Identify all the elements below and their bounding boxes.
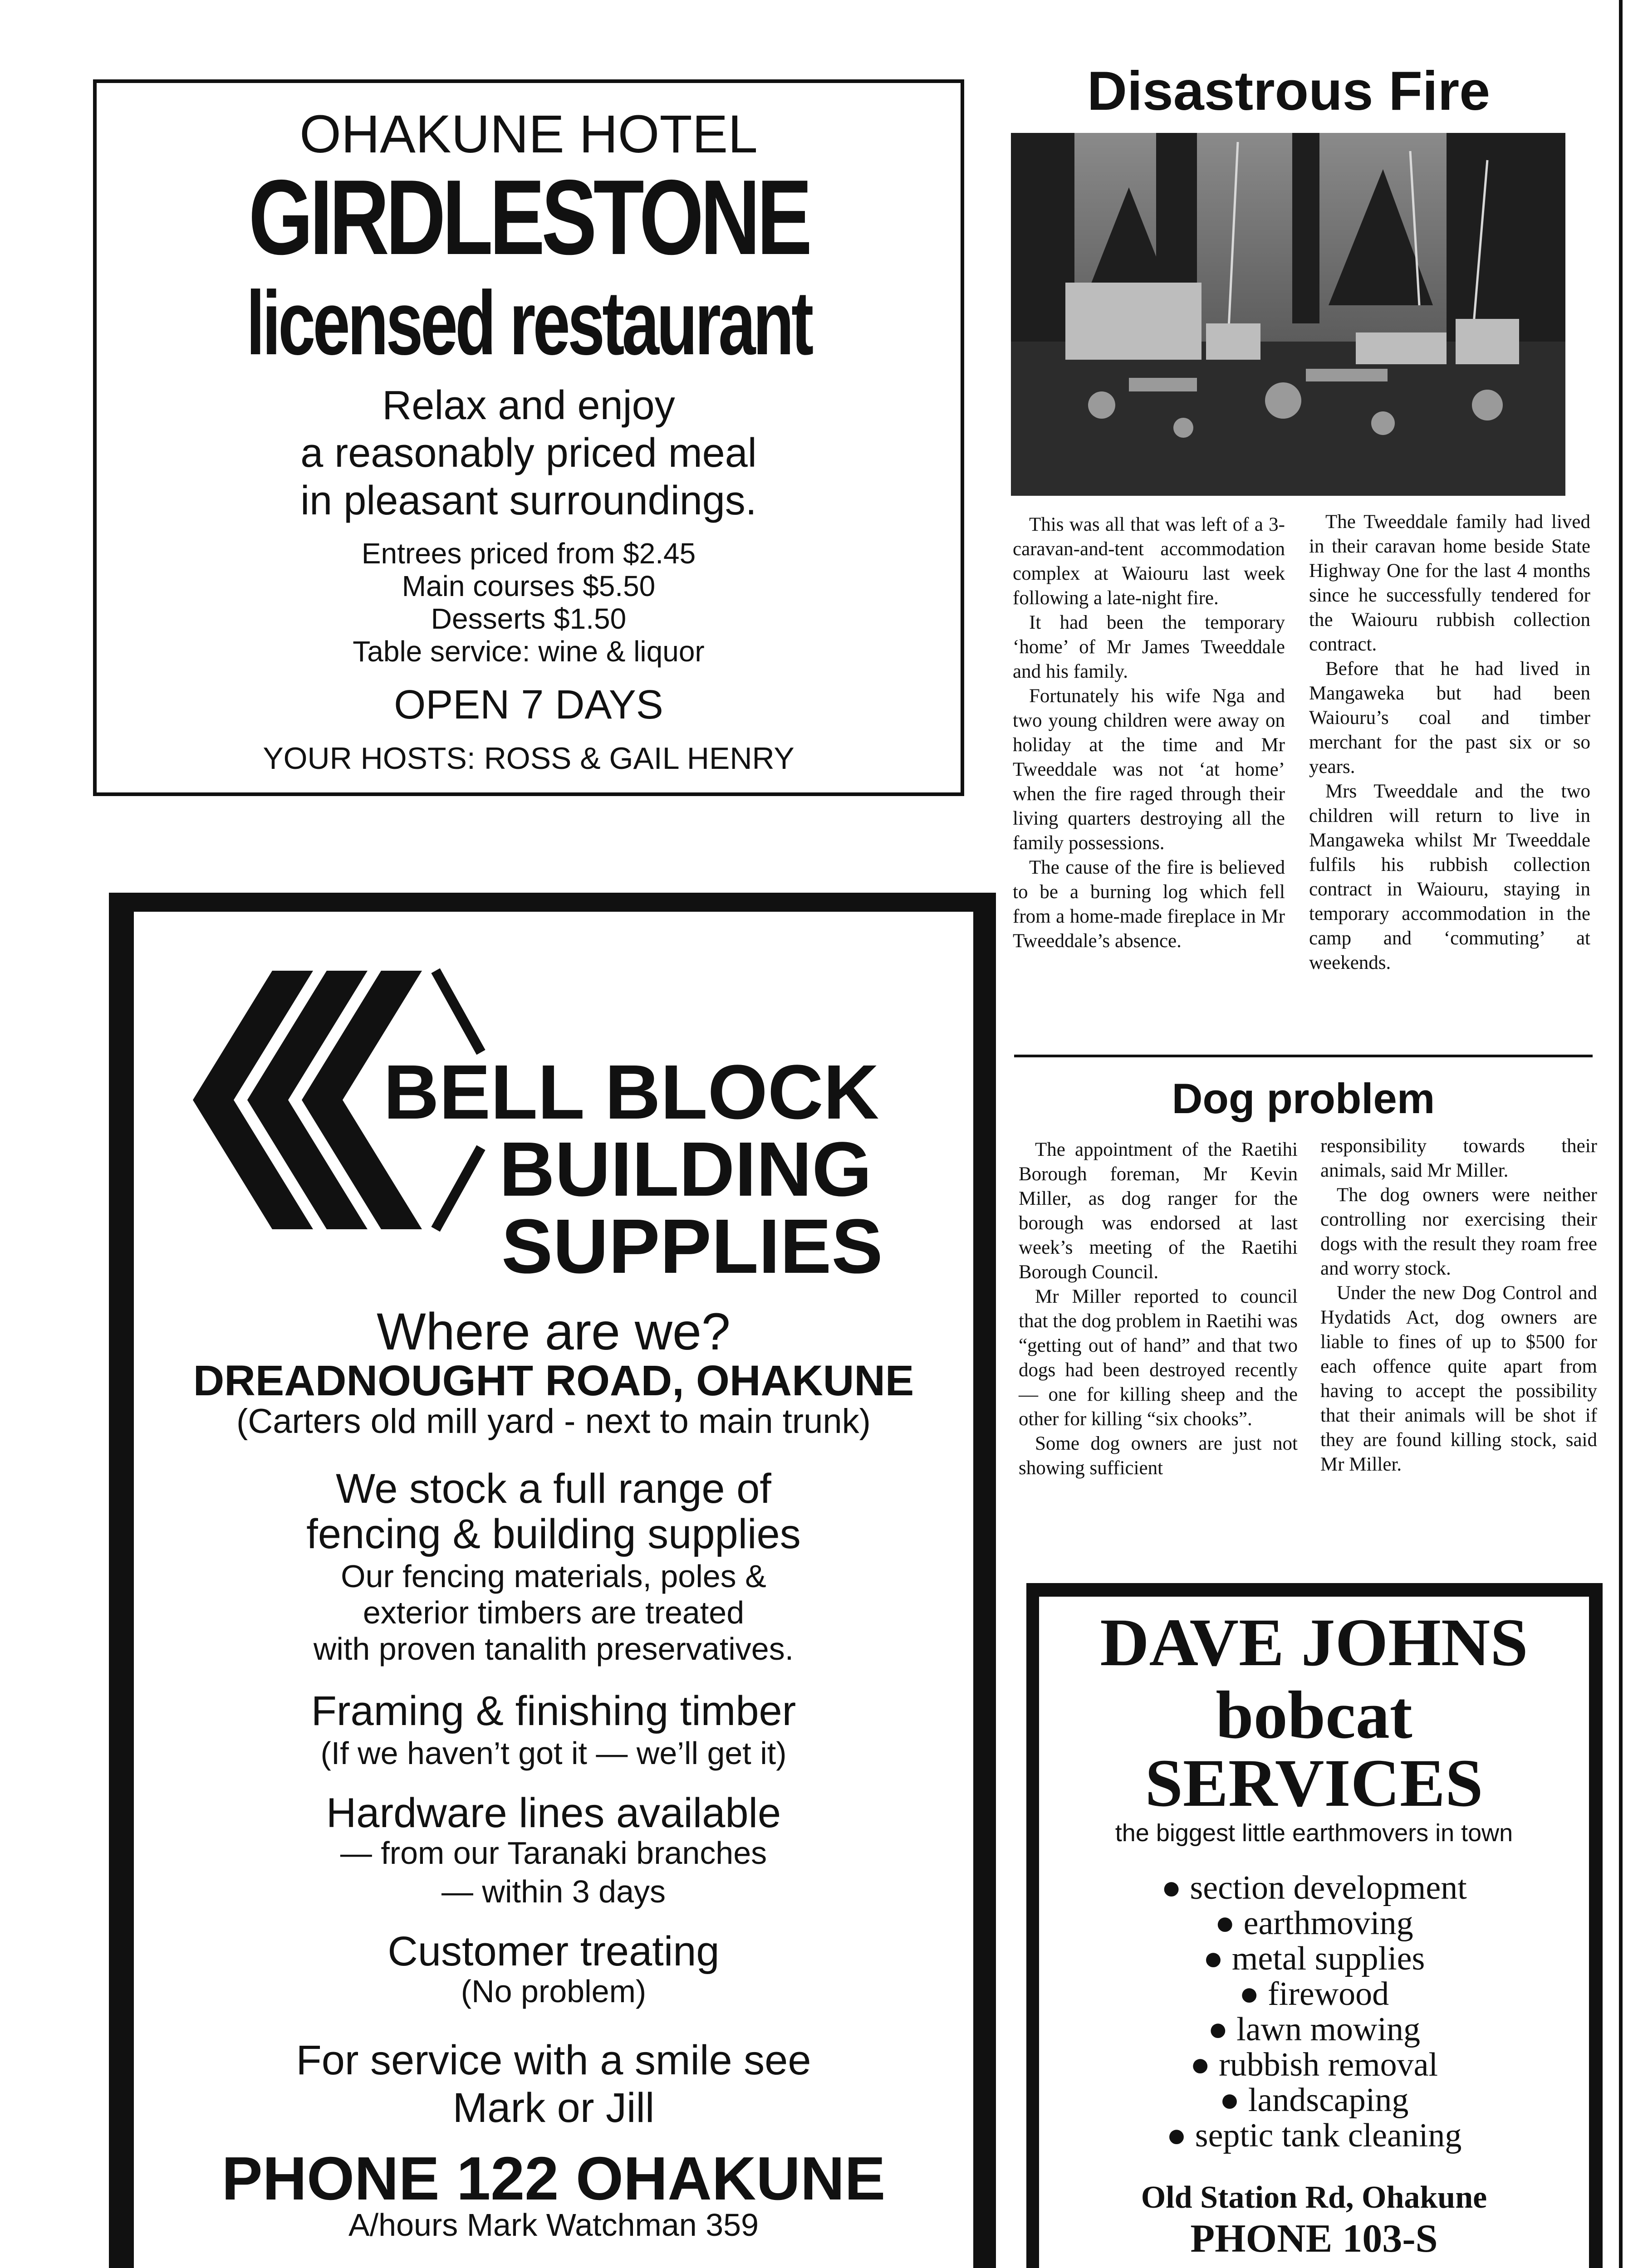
fire-paragraph: It had been the temporary ‘home’ of Mr James Tweeddale and his family. [1013,612,1285,682]
bullet-icon: ● [1166,2117,1195,2154]
bell-service-1: For service with a smile see [296,2037,811,2083]
bell-address-note: (Carters old mill yard - next to main trunk) [236,1402,871,1441]
dave-service-item: ● earthmoving [1215,1905,1413,1942]
dog-paragraph: The dog owners were neither controlling nor exercising their dogs with the result they roam free and worry stock. [1320,1184,1597,1279]
hotel-intro-2: a reasonably priced meal [300,430,757,476]
bullet-icon: ● [1219,2082,1248,2119]
fire-paragraph: The cause of the fire is believed to be a burning log which fell from a home-made fireplace in Mr Tweeddale’s absence. [1013,857,1285,952]
bell-treated-3: with proven tanalith preservatives. [313,1631,794,1667]
bell-name-line-3: SUPPLIES [501,1203,883,1290]
hotel-tagline: licensed restaurant [246,273,811,374]
dave-services-heading: SERVICES [1145,1745,1483,1821]
page-edge-rule [1619,0,1623,2268]
dog-paragraph: Mr Miller reported to council that the dog problem in Raetihi was “getting out of hand” and that two dogs had been destroyed recently — one for killing sheep and the other for killing “six chooks”. [1019,1286,1298,1430]
bell-framing: Framing & finishing timber [311,1688,796,1734]
hotel-price-2: Main courses $5.50 [402,570,656,602]
hotel-price-1: Entrees priced from $2.45 [361,537,696,570]
bell-hardware-note-2: — within 3 days [441,1874,666,1909]
bell-treating-note: (No problem) [461,1974,647,2009]
dave-service-item: ● rubbish removal [1190,2046,1438,2083]
hotel-advertisement [93,79,964,796]
bell-hardware: Hardware lines available [326,1790,781,1836]
bell-framing-note: (If we haven’t got it — we’ll get it) [320,1735,787,1771]
dog-paragraph: The appointment of the Raetihi Borough foreman, Mr Kevin Miller, as dog ranger for the borough was endorsed at last week’s meeting of the Raetihi Borough Council. [1019,1139,1298,1283]
hotel-hosts: YOUR HOSTS: ROSS & GAIL HENRY [263,741,794,776]
fire-paragraph: This was all that was left of a 3-caravan-and-tent accommodation complex at Waiouru last week following a late-night fire. [1013,514,1285,609]
hotel-open-days: OPEN 7 DAYS [394,682,663,728]
hotel-intro-1: Relax and enjoy [382,383,675,428]
dog-paragraph: responsibility towards their animals, said Mr Miller. [1320,1135,1597,1181]
dave-service-item: ● landscaping [1219,2082,1409,2119]
fire-paragraph: Mrs Tweeddale and the two children will return to live in Mangaweka whilst Mr Tweeddale fulfils his rubbish collection contract in Waiouru, staying in temporary accommodation in the camp and ‘commuting’ at weekends. [1309,781,1590,973]
dave-service-item: ● metal supplies [1203,1940,1425,1977]
dave-service-item: ● septic tank cleaning [1166,2117,1462,2154]
hotel-header: OHAKUNE HOTEL [299,104,758,164]
bell-name-line-2: BUILDING [499,1126,872,1212]
bullet-icon: ● [1161,1869,1190,1906]
bell-stock-1: We stock a full range of [336,1466,771,1512]
fire-paragraph: Fortunately his wife Nga and two young children were away on holiday at the time and Mr Tweeddale was not ‘at home’ when the fire raged through their living quarters destroying all the family possessions. [1013,685,1285,854]
hotel-price-4: Table service: wine & liquor [353,635,705,668]
dave-phone: PHONE 103-S [1190,2217,1438,2261]
bell-after-hours: A/hours Mark Watchman 359 [348,2207,759,2243]
dog-article-column-1 [1019,1138,1298,1481]
bell-stock-2: fencing & building supplies [306,1511,801,1557]
bell-service-2: Mark or Jill [452,2085,655,2131]
bullet-icon: ● [1203,1940,1232,1977]
dog-paragraph: Some dog owners are just not showing sufficient [1019,1433,1298,1479]
bell-phone: PHONE 122 OHAKUNE [221,2144,886,2213]
dave-service-item: ● lawn mowing [1207,2011,1421,2048]
dave-address: Old Station Rd, Ohakune [1141,2180,1487,2215]
bell-treated-1: Our fencing materials, poles & [341,1559,766,1594]
fire-paragraph: The Tweeddale family had lived in their caravan home beside State Highway One for the last 4 months since he successfully tendered for the Waiouru rubbish collection contract. [1309,511,1590,655]
dave-tagline: the biggest little earthmovers in town [1115,1819,1513,1847]
hotel-price-3: Desserts $1.50 [431,602,627,635]
bell-where: Where are we? [377,1303,731,1361]
fire-article-column-2 [1309,510,1590,975]
bell-hardware-note-1: — from our Taranaki branches [340,1835,767,1871]
fire-article-title: Disastrous Fire [1087,60,1491,122]
dave-name: DAVE JOHNS [1100,1605,1528,1680]
bullet-icon: ● [1215,1905,1244,1942]
fire-paragraph: Before that he had lived in Mangaweka but had been Waiouru’s coal and timber merchant for the past six or so years. [1309,658,1590,777]
hotel-intro-3: in pleasant surroundings. [300,478,757,523]
dave-service-item: ● section development [1161,1869,1467,1906]
bell-treated-2: exterior timbers are treated [363,1595,745,1630]
bullet-icon: ● [1207,2011,1237,2048]
dave-service-item: ● firewood [1239,1975,1389,2013]
dog-article-column-2 [1320,1134,1597,1477]
fire-article-column-1 [1013,513,1285,953]
dog-paragraph: Under the new Dog Control and Hydatids Act, dog owners are liable to fines of up to $500 for each offence quite apart from having to accept the possibility that their animals will be shot if they are found killing stock, said Mr Miller. [1320,1282,1597,1475]
dog-article-title: Dog problem [1172,1075,1435,1122]
bullet-icon: ● [1239,1975,1268,2013]
fire-ruins-photo [1011,133,1565,496]
bell-address: DREADNOUGHT ROAD, OHAKUNE [193,1357,914,1405]
dave-bobcat: bobcat [1216,1677,1412,1753]
bullet-icon: ● [1190,2046,1219,2083]
article-divider [1014,1055,1593,1057]
bell-name-line-1: BELL BLOCK [383,1049,879,1135]
hotel-name: GIRDLESTONE [248,157,809,277]
bell-treating: Customer treating [387,1928,720,1975]
